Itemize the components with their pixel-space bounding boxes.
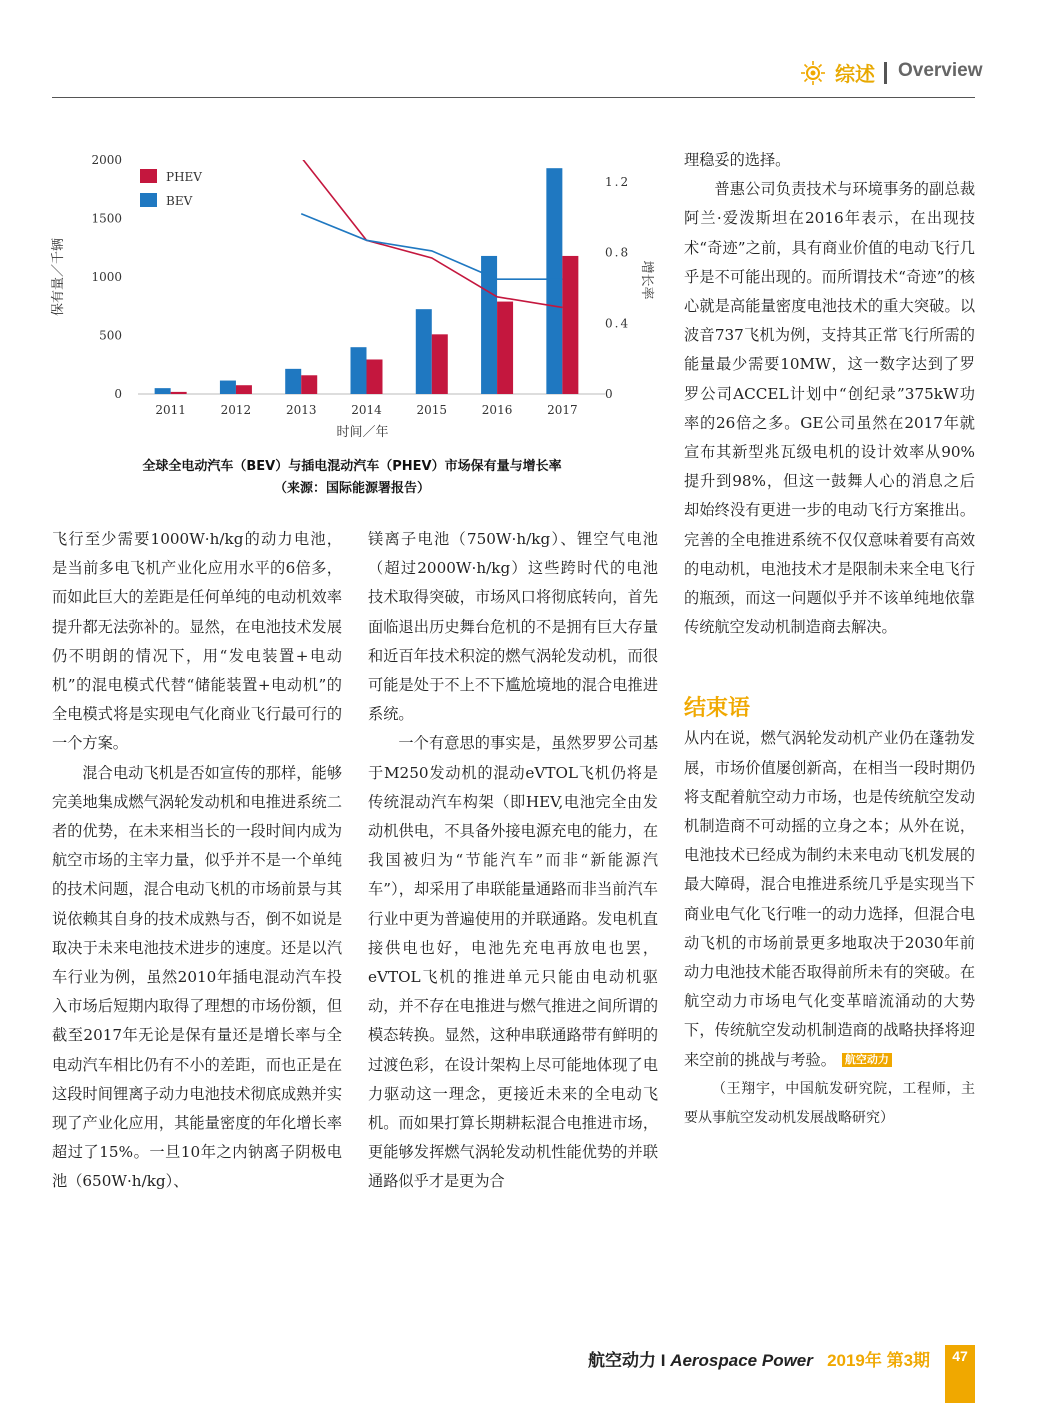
end-mark-tag: 航空动力 [842, 1053, 892, 1067]
bar-phev [562, 256, 578, 394]
text-column-1 [52, 525, 342, 1197]
x-tick-label: 2011 [155, 403, 186, 417]
bar-bev [351, 347, 367, 394]
text-column-2 [368, 525, 658, 1197]
x-tick-label: 2013 [285, 403, 317, 417]
section-heading: 结束语 [684, 696, 751, 722]
x-tick-label: 2015 [416, 403, 448, 417]
journal-name-cn: 航空动力 [588, 1351, 656, 1370]
page-footer [588, 1346, 930, 1371]
bar-bev [546, 168, 562, 394]
y-tick-label: 500 [99, 328, 122, 343]
x-tick-label: 2017 [547, 403, 578, 417]
y2-axis-title: 增长率 [639, 260, 654, 300]
bar-bev [285, 369, 301, 394]
bar-bev [220, 381, 236, 394]
text-column-3 [684, 146, 975, 1133]
x-tick-label: 2012 [220, 403, 252, 417]
bar-phev [367, 359, 383, 394]
y-axis-title: 保有量／千辆 [51, 237, 66, 317]
bar-bev [155, 388, 171, 394]
conclusion-text: 从内在说，燃气涡轮发动机产业仍在蓬勃发展，市场价值屡创新高，在相当一段时期仍将支配着航空动力市场，也是传统航空发动机制造商不可动摇的立身之本；从外在说，电池技术已经成为制约未来电动飞机发展的最大障碍，混合电推进系统几乎是实现当下商业电气化飞行唯一的动力选择，但混合电动飞机的市场前景更多地取决于2030年前动力电池技术能否取得前所未有的突破。在航空动力市场电气化变革暗流涌动的大势下，传统航空发动机制造商的战略抉择将迎来空前的挑战与考验。 [684, 729, 975, 1069]
bar-bev [481, 256, 497, 394]
bar-phev [236, 385, 252, 394]
paragraph [684, 724, 975, 1074]
chart-caption-line1: 全球全电动汽车（BEV）与插电混动汽车（PHEV）市场保有量与增长率 [142, 459, 562, 474]
y2-tick-label: 0.8 [605, 245, 631, 260]
y-tick-label: 2000 [91, 153, 122, 167]
journal-name-en: Aerospace Power [670, 1351, 813, 1370]
bar-phev [171, 392, 187, 394]
author-note: （王翔宇，中国航发研究院，工程师，主要从事航空发动机发展战略研究） [684, 1080, 975, 1126]
x-axis-title: 时间／年 [336, 425, 389, 440]
y2-tick-label: 1.2 [605, 175, 631, 189]
chart-caption-line2: （来源：国际能源署报告） [273, 481, 430, 496]
footer-separator: I [660, 1351, 666, 1370]
header-rule [52, 97, 975, 98]
y-tick-label: 1500 [91, 211, 122, 226]
bar-phev [301, 375, 317, 394]
y2-tick-label: 0 [605, 387, 615, 401]
paragraph: 飞行至少需要1000W·h/kg的动力电池，是当前多电飞机产业化应用水平的6倍多，而如此巨大的差距是任何单纯的电动机效率提升都无法弥补的。显然，在电池技术发展仍不明朗的情况下，用“发电装置+电动机”的混电模式代替“储能装置+电动机”的全电模式将是实现电气化商业飞行最可行的一个方案。 [52, 530, 342, 753]
issue-label: 2019年 第3期 [827, 1351, 931, 1370]
legend-swatch-bev [140, 193, 157, 207]
x-tick-label: 2014 [351, 403, 382, 417]
growth-line-bev [301, 214, 562, 279]
legend-swatch-phev [140, 169, 157, 183]
legend-label-phev: PHEV [166, 170, 202, 184]
chart-caption [52, 456, 652, 500]
y2-tick-label: 0.4 [605, 316, 631, 331]
legend-label-bev: BEV [166, 194, 193, 208]
page-number: 47 [952, 1348, 968, 1364]
page-header [0, 0, 1045, 100]
growth-line-phev [301, 157, 562, 307]
y-tick-label: 1000 [91, 270, 122, 284]
section-label-cn: 综述 [835, 62, 875, 86]
x-tick-label: 2016 [481, 403, 513, 417]
header-divider [884, 62, 887, 84]
paragraph: 混合电动飞机是否如宣传的那样，能够完美地集成燃气涡轮发动机和电推进系统二者的优势，在未来相当长的一段时间内成为航空市场的主宰力量，似乎并不是一个单纯的技术问题，混合电动飞机的市场前景与其说依赖其自身的技术成熟与否，倒不如说是取决于未来电池技术进步的速度。还是以汽车行业为例，虽然2010年插电混动汽车投入市场后短期内取得了理想的市场份额，但截至2017年无论是保有量还是增长率与全电动汽车相比仍有不小的差距，而也正是在这段时间锂离子动力电池技术彻底成熟并实现了产业化应用，其能量密度的年化增长率超过了15%。一旦10年之内钠离子阴极电池（650W·h/kg）、 [52, 763, 342, 1191]
ev-market-chart [40, 140, 660, 450]
bar-bev [416, 309, 432, 394]
y-tick-label: 0 [114, 387, 122, 401]
paragraph: 镁离子电池（750W·h/kg）、锂空气电池（超过2000W·h/kg）这些跨时代的电池技术取得突破，市场风口将彻底转向，首先面临退出历史舞台危机的不是拥有巨大存量和近百年技术积淀的燃气涡轮发动机，而很可能是处于不上不下尴尬境地的混合电推进系统。 [368, 530, 658, 724]
sun-logo-icon [800, 60, 826, 86]
paragraph: 理稳妥的选择。 [684, 151, 791, 169]
section-label-en: Overview [898, 60, 983, 81]
bar-phev [432, 334, 448, 394]
paragraph: 普惠公司负责技术与环境事务的副总裁阿兰·爱泼斯坦在2016年表示，在出现技术“奇迹”之前，具有商业价值的电动飞行几乎是不可能出现的。而所谓技术“奇迹”的核心就是高能量密度电池技术的重大突破。以波音737飞机为例，支持其正常飞行所需的能量最少需要10MW，这一数字达到了罗罗公司ACCEL计划中“创纪录”375kW功率的26倍之多。GE公司虽然在2017年就宣布其新型兆瓦级电机的设计效率从90%提升到98%，但这一鼓舞人心的消息之后却始终没有更进一步的电动飞行方案推出。完善的全电推进系统不仅仅意味着要有高效的电动机，电池技术才是限制未来全电飞行的瓶颈，而这一问题似乎并不该单纯地依靠传统航空发动机制造商去解决。 [684, 180, 975, 637]
paragraph: 一个有意思的事实是，虽然罗罗公司基于M250发动机的混动eVTOL飞机仍将是传统混动汽车构架（即HEV,电池完全由发动机供电，不具备外接电源充电的能力，在我国被归为“节能汽车”而非“新能源汽车”），却采用了串联能量通路而非当前汽车行业中更为普遍使用的并联通路。发电机直接供电也好，电池先充电再放电也罢，eVTOL飞机的推进单元只能由电动机驱动，并不存在电推进与燃气推进之间所谓的模态转换。显然，这种串联通路带有鲜明的过渡色彩，在设计架构上尽可能地体现了电力驱动这一理念，更接近未来的全电动飞机。而如果打算长期耕耘混合电推进市场，更能够发挥燃气涡轮发动机性能优势的并联通路似乎才是更为合 [368, 734, 658, 1191]
bar-phev [497, 302, 513, 394]
